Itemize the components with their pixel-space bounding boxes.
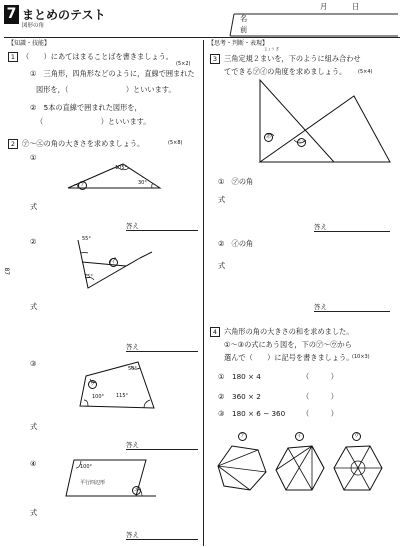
q3-fig-label-a: あ <box>265 134 271 140</box>
q2-item2-var: イ <box>110 259 116 265</box>
q4-expr1-mark: ① <box>218 372 225 381</box>
right-section-label: 【思考・判断・表現】 <box>208 40 269 47</box>
q2-item2-angle-a: 55° <box>82 236 91 242</box>
q1-item1-line1: ① 三角形，四角形などのように，直線で囲まれた <box>30 69 195 78</box>
q2-item1-var: ア <box>79 182 85 188</box>
left-section-label: 【知識・技能】 <box>8 40 51 47</box>
q2-item1-answer[interactable]: 答え <box>126 221 139 230</box>
q2-item4-mark: ④ <box>30 459 37 468</box>
q4-line2: ①〜③の式にあう図を，下の㋐〜㋒から <box>224 340 352 349</box>
q4-line1: 六角形の角の大きさの和を求めました。 <box>224 327 354 336</box>
q4-fig-label-b: イ <box>296 433 302 439</box>
q4-points: (10×3) <box>352 354 370 360</box>
q2-item3-answer[interactable]: 答え <box>126 440 139 449</box>
q2-prompt: ㋐〜㋓の角の大きさを求めましょう。 <box>22 139 145 148</box>
q4-hexagon-c <box>330 442 384 494</box>
q1-points: (5×2) <box>176 61 191 67</box>
q2-item4-shape-label: 平行四辺形 <box>80 480 106 486</box>
q3-prompt-line1: 三角定規２まいを，下のように組み合わせ <box>224 54 361 63</box>
q3-sub2-shiki: 式 <box>218 261 226 270</box>
q4-expr3-mark: ③ <box>218 409 225 418</box>
q3-points: (5×4) <box>358 69 373 75</box>
q4-fig-label-a: ア <box>239 433 245 439</box>
q1-item2-line1: ② 5本の直線で囲まれた図形を， <box>30 103 142 112</box>
q2-points: (5×8) <box>168 140 183 146</box>
q2-triangle-figure <box>60 158 170 192</box>
q2-item3-angle-b: 100° <box>92 394 105 400</box>
q3-prompt-line2: てできる㋐㋑の角度を求めましょう。 <box>224 67 347 76</box>
column-divider <box>203 40 204 546</box>
q4-fig-label-c: ウ <box>353 433 359 439</box>
q4-hexagon-b <box>272 442 326 494</box>
q3-ruby: じょう ぎ <box>264 47 280 51</box>
q2-item3-mark: ③ <box>30 359 37 368</box>
name-label-2: 前 <box>240 25 248 34</box>
q2-parallelogram-figure <box>64 456 160 500</box>
q2-item3-angle-c: 115° <box>116 393 129 399</box>
q2-item2-answer[interactable]: 答え <box>126 342 139 351</box>
q3-sub1-shiki: 式 <box>218 195 226 204</box>
q1-number: 1 <box>8 52 18 62</box>
q2-item2-shiki: 式 <box>30 302 38 311</box>
header-rule <box>4 37 400 38</box>
q2-item4-shiki: 式 <box>30 508 38 517</box>
q4-expr3-blank[interactable]: （ ） <box>302 409 338 418</box>
q2-item4-angle-a: 100° <box>80 464 93 470</box>
q2-item3-var: ウ <box>89 381 95 387</box>
q3-fig-label-b: い <box>298 139 304 145</box>
month-label: 月 <box>320 2 328 11</box>
page-subtitle: 図形の角 <box>22 23 45 29</box>
q2-item1-angle-b: 30° <box>138 180 147 186</box>
q1-prompt: （ ）にあてはまることばを書きましょう。 <box>22 52 173 61</box>
q3-sub1: ① ㋐の角 <box>218 177 254 186</box>
q3-sub2-answer[interactable]: 答え <box>314 302 327 311</box>
q4-expr1: 180 × 4 <box>232 372 261 381</box>
q1-item2-line2[interactable]: （ ）といいます。 <box>36 117 151 126</box>
q1-item1-line2[interactable]: 図形を，（ ）といいます。 <box>36 85 176 94</box>
name-label-1: 名 <box>240 14 248 23</box>
q4-expr1-blank[interactable]: （ ） <box>302 372 338 381</box>
page-number: 87 <box>3 267 11 276</box>
name-field-frame <box>228 12 400 38</box>
q2-item1-mark: ① <box>30 153 37 162</box>
q3-sub1-answer[interactable]: 答え <box>314 222 327 231</box>
q4-number: 4 <box>210 327 220 337</box>
q2-item3-angle-a: 50° <box>128 366 137 372</box>
q4-hexagon-a <box>214 442 268 494</box>
q4-expr2-mark: ② <box>218 392 225 401</box>
q4-expr3: 180 × 6 − 360 <box>232 409 286 418</box>
q2-item2-mark: ② <box>30 237 37 246</box>
q2-item4-answer[interactable]: 答え <box>126 530 139 539</box>
page-title: まとめのテスト <box>22 8 106 22</box>
q2-item1-angle-a: 105° <box>115 165 128 171</box>
q2-item2-angle-b: 75° <box>84 274 93 280</box>
day-label: 日 <box>352 2 360 11</box>
q2-item4-var: エ <box>133 487 139 493</box>
q2-quadrilateral-figure <box>74 356 158 414</box>
q3-number: 3 <box>210 54 220 64</box>
q4-expr2: 360 × 2 <box>232 392 261 401</box>
q2-number: 2 <box>8 139 18 149</box>
unit-number: 7 <box>4 5 19 24</box>
q4-expr2-blank[interactable]: （ ） <box>302 392 338 401</box>
q2-item3-shiki: 式 <box>30 422 38 431</box>
q3-set-square-figure <box>244 76 394 166</box>
q4-line3: 選んで（ ）に記号を書きましょう。 <box>224 353 354 362</box>
q3-sub2: ② ㋑の角 <box>218 239 254 248</box>
q2-item1-shiki: 式 <box>30 202 38 211</box>
